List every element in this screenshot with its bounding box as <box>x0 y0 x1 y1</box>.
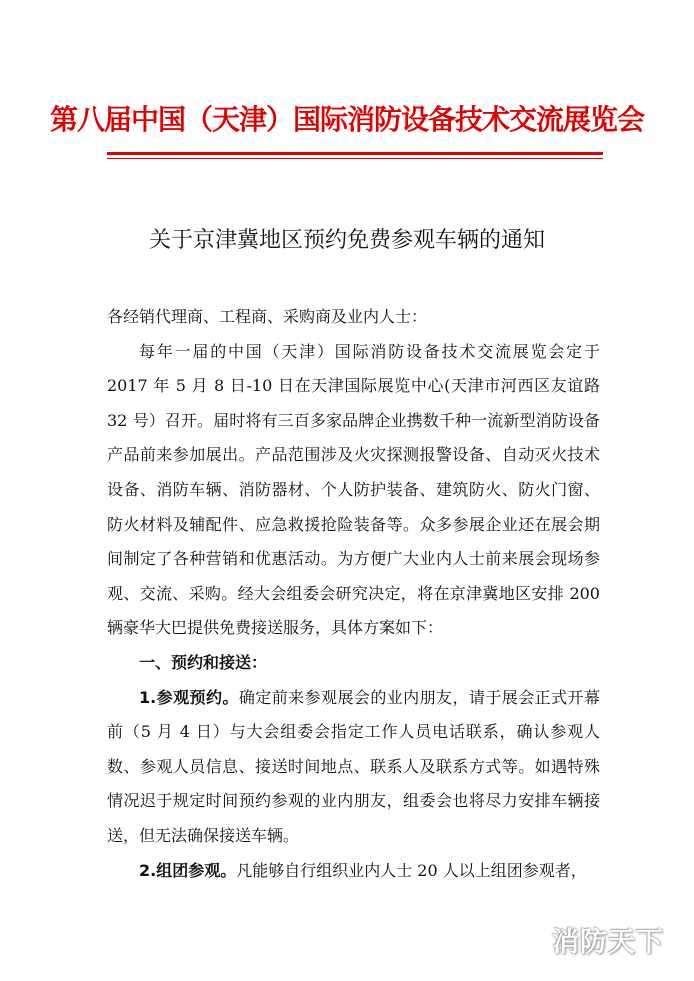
item-text: 确定前来参观展会的业内朋友，请于展会正式开幕前（5 月 4 日）与大会组委会指定工作人员电话联系，确认参观人数、参观人员信息、接送时间地点、联系人及联系方式等。如遇特殊情况迟于规定时间预约参观的业内朋友，组委会也将尽力安排车辆接送，但无法确保接送车辆。 <box>107 687 600 845</box>
header-rule-thick <box>107 152 603 155</box>
watermark-logo: 消防天下 <box>552 927 664 958</box>
document-body <box>107 300 600 888</box>
item-label: 2.组团参观。 <box>139 860 237 880</box>
section-heading-reservation: 一、预约和接送： <box>139 652 268 672</box>
intro-paragraph: 每年一届的中国（天津）国际消防设备技术交流展览会定于 2017 年 5 月 8 日-10 日在天津国际展览中心(天津市河西区友谊路 32 号）召开。届时将有三百多家品牌企业携数千种一流新型消防设备产品前来参加展出。产品范围涉及火灾探测报警设备、自动灭火技术设备、消防车辆、消防器材、个人防护装备、建筑防火、防火门窗、防火材料及辅配件、应急救援抢险装备等。众多参展企业还在展会期间制定了各种营销和优惠活动。为方便广大业内人士前来展会现场参观、交流、采购。经大会组委会研究决定，将在京津冀地区安排 200 辆豪华大巴提供免费接送服务，具体方案如下： <box>107 341 600 638</box>
notice-title: 关于京津冀地区预约免费参观车辆的通知 <box>148 228 545 253</box>
item-text: 凡能够自行组织业内人士 20 人以上组团参观者， <box>236 860 587 880</box>
exhibition-title: 第八届中国（天津）国际消防设备技术交流展览会 <box>49 103 644 136</box>
header-rule-thin <box>107 158 603 159</box>
item-label: 1.参观预约。 <box>139 687 239 707</box>
item-visit-reservation <box>107 681 600 854</box>
item-group-visit <box>107 854 600 889</box>
salutation: 各经销代理商、工程商、采购商及业内人士： <box>107 307 428 326</box>
